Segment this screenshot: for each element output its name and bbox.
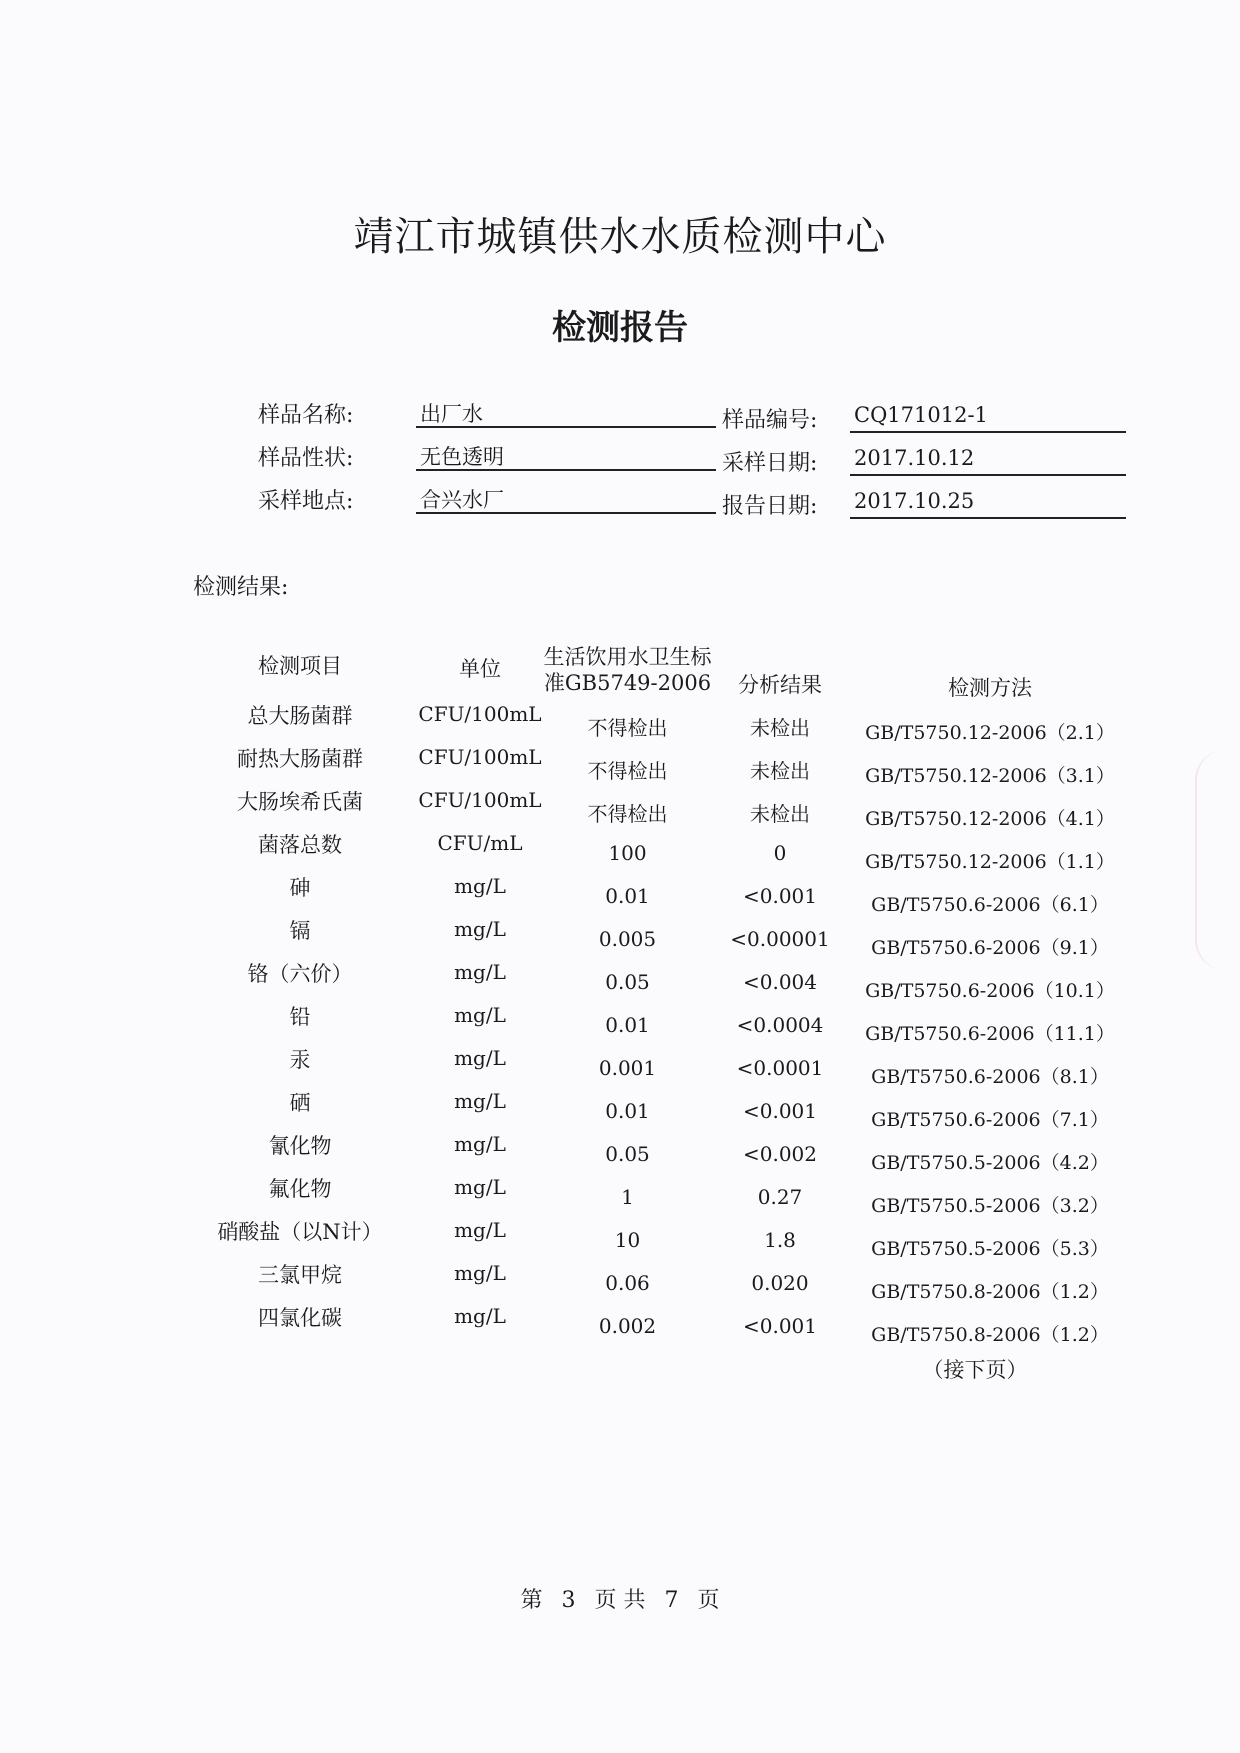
row-unit: CFU/100mL [418, 745, 542, 769]
row-standard: 10 [614, 1228, 641, 1252]
table-row [0, 1259, 1240, 1302]
row-result: <0.001 [742, 1314, 817, 1338]
row-unit: mg/L [454, 1046, 506, 1070]
table-row [0, 743, 1240, 786]
sample-state-label: 样品性状: [258, 446, 354, 471]
row-result: <0.0001 [736, 1056, 824, 1080]
row-unit: mg/L [454, 1218, 506, 1242]
column-header-standard-line1: 生活饮用水卫生标 [543, 645, 712, 669]
row-standard: 0.005 [598, 927, 657, 951]
sample-state-value: 无色透明 [416, 441, 716, 471]
sample-date-field [722, 446, 1132, 480]
row-standard: 不得检出 [587, 759, 668, 783]
row-item: 硝酸盐（以N计） [217, 1220, 383, 1244]
column-header-result: 分析结果 [738, 673, 822, 697]
page-number [0, 1583, 1240, 1614]
column-header-method: 检测方法 [948, 676, 1032, 700]
row-item: 铅 [289, 1005, 311, 1029]
row-unit: mg/L [454, 1261, 506, 1285]
row-method: GB/T5750.6-2006（11.1） [865, 1023, 1115, 1045]
row-unit: mg/L [454, 960, 506, 984]
row-standard: 100 [608, 841, 647, 865]
table-row [0, 1001, 1240, 1044]
sample-name-field [258, 398, 718, 432]
row-standard: 0.06 [605, 1271, 650, 1295]
row-standard: 不得检出 [587, 802, 668, 826]
row-item: 耐热大肠菌群 [237, 747, 363, 771]
sample-date-value: 2017.10.12 [850, 446, 1126, 476]
row-method: GB/T5750.5-2006（5.3） [871, 1238, 1109, 1260]
sample-location-field [258, 484, 718, 518]
report-date-field [722, 489, 1132, 523]
row-result: 0.27 [757, 1185, 803, 1209]
row-unit: CFU/100mL [418, 788, 542, 812]
organization-title: 靖江市城镇供水水质检测中心 [353, 214, 887, 260]
row-method: GB/T5750.12-2006（2.1） [865, 722, 1115, 744]
column-header-standard [540, 644, 715, 696]
row-result: <0.00001 [730, 927, 830, 951]
results-section-label: 检测结果: [193, 575, 289, 600]
row-item: 四氯化碳 [258, 1306, 342, 1330]
sample-location-value: 合兴水厂 [416, 484, 716, 514]
row-unit: mg/L [454, 1132, 506, 1156]
table-row [0, 1044, 1240, 1087]
row-result: 0 [773, 841, 787, 865]
row-standard: 0.05 [605, 1142, 650, 1166]
row-method: GB/T5750.6-2006（8.1） [871, 1066, 1109, 1088]
row-standard: 不得检出 [587, 716, 668, 740]
row-method: GB/T5750.12-2006（3.1） [865, 765, 1115, 787]
table-row [0, 872, 1240, 915]
row-item: 菌落总数 [258, 833, 342, 857]
row-method: GB/T5750.8-2006（1.2） [871, 1324, 1109, 1346]
row-standard: 0.01 [605, 1013, 650, 1037]
sample-state-field [258, 441, 718, 475]
page-number-mid: 页 共 [594, 1588, 646, 1613]
row-unit: mg/L [454, 1003, 506, 1027]
row-standard: 0.001 [598, 1056, 657, 1080]
row-method: GB/T5750.6-2006（9.1） [871, 937, 1109, 959]
row-item: 汞 [289, 1048, 311, 1072]
row-standard: 0.05 [605, 970, 650, 994]
sample-name-value: 出厂水 [416, 398, 716, 428]
row-item: 氟化物 [268, 1177, 332, 1201]
page-number-total: 7 [664, 1588, 679, 1613]
row-result: <0.001 [742, 1099, 817, 1123]
row-standard: 1 [621, 1185, 634, 1209]
sample-location-label: 采样地点: [258, 489, 354, 514]
report-date-value: 2017.10.25 [850, 489, 1126, 519]
column-header-standard-line2: 准GB5749-2006 [543, 671, 712, 695]
row-unit: mg/L [454, 1175, 506, 1199]
row-result: <0.0004 [736, 1013, 824, 1037]
sample-number-field [722, 403, 1132, 437]
table-row [0, 829, 1240, 872]
page-number-prefix: 第 [520, 1588, 543, 1613]
row-result: 未检出 [750, 802, 810, 826]
row-result: <0.001 [742, 884, 817, 908]
row-method: GB/T5750.6-2006（7.1） [871, 1109, 1109, 1131]
table-row [0, 1087, 1240, 1130]
table-row [0, 1173, 1240, 1216]
page-number-suffix: 页 [697, 1588, 720, 1613]
row-method: GB/T5750.12-2006（1.1） [865, 851, 1115, 873]
row-method: GB/T5750.5-2006（3.2） [871, 1195, 1109, 1217]
row-standard: 0.01 [605, 884, 650, 908]
row-unit: mg/L [454, 1304, 506, 1328]
column-header-item: 检测项目 [258, 654, 342, 678]
row-result: 0.020 [751, 1271, 809, 1295]
sample-number-value: CQ171012-1 [850, 403, 1126, 433]
sample-name-label: 样品名称: [258, 403, 354, 428]
sample-number-label: 样品编号: [722, 408, 818, 433]
row-result: <0.004 [742, 970, 817, 994]
row-unit: mg/L [454, 874, 506, 898]
row-method: GB/T5750.6-2006（10.1） [865, 980, 1115, 1002]
page-number-current: 3 [561, 1588, 576, 1613]
table-row [0, 1130, 1240, 1173]
document-title: 检测报告 [552, 308, 688, 348]
row-item: 铬（六价） [247, 962, 353, 986]
row-item: 硒 [289, 1091, 311, 1115]
row-unit: mg/L [454, 1089, 506, 1113]
faint-stamp-edge [1195, 750, 1240, 970]
row-method: GB/T5750.8-2006（1.2） [871, 1281, 1109, 1303]
row-unit: CFU/mL [437, 831, 523, 855]
row-standard: 0.01 [605, 1099, 650, 1123]
row-method: GB/T5750.12-2006（4.1） [865, 808, 1115, 830]
row-standard: 0.002 [598, 1314, 657, 1338]
row-result: <0.002 [742, 1142, 817, 1166]
sample-date-label: 采样日期: [722, 451, 818, 476]
table-row [0, 1302, 1240, 1345]
table-row [0, 915, 1240, 958]
column-header-unit: 单位 [459, 657, 501, 681]
row-method: GB/T5750.5-2006（4.2） [871, 1152, 1109, 1174]
row-result: 1.8 [764, 1228, 796, 1252]
row-item: 三氯甲烷 [258, 1263, 342, 1287]
row-item: 氰化物 [268, 1134, 332, 1158]
continued-note: （接下页） [922, 1358, 1028, 1382]
row-result: 未检出 [750, 716, 810, 740]
table-row [0, 786, 1240, 829]
row-item: 总大肠菌群 [247, 704, 353, 728]
row-item: 砷 [289, 876, 311, 900]
row-unit: mg/L [454, 917, 506, 941]
row-result: 未检出 [750, 759, 810, 783]
row-unit: CFU/100mL [418, 702, 542, 726]
table-row [0, 958, 1240, 1001]
row-item: 大肠埃希氏菌 [237, 790, 363, 814]
table-row [0, 700, 1240, 743]
table-row [0, 1216, 1240, 1259]
row-item: 镉 [289, 919, 311, 943]
report-date-label: 报告日期: [722, 494, 818, 519]
row-method: GB/T5750.6-2006（6.1） [871, 894, 1109, 916]
